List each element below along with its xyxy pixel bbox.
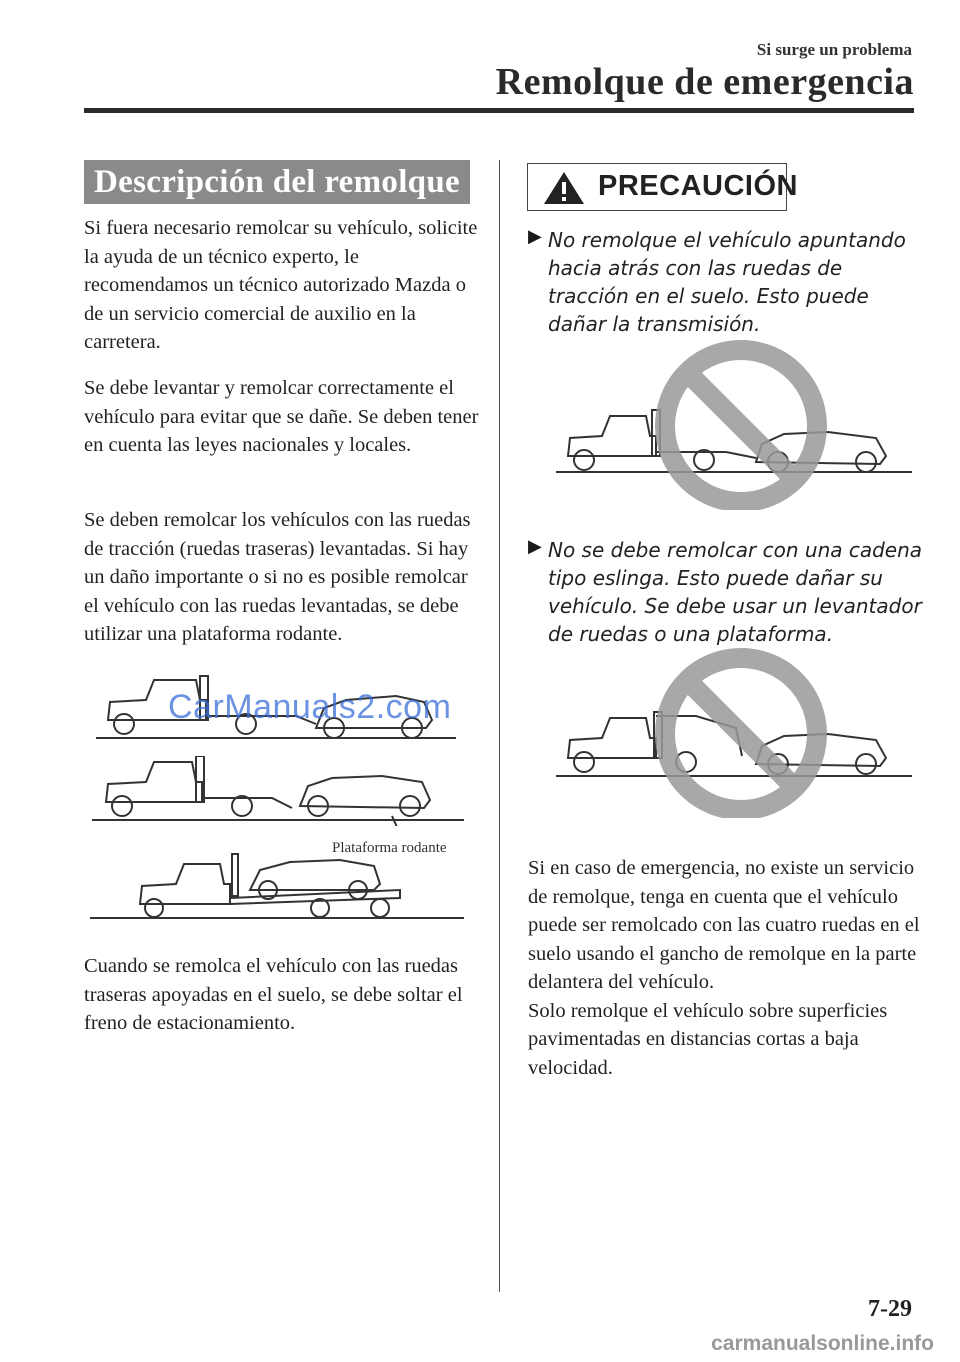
- arrow-icon: ▶: [528, 536, 542, 556]
- paragraph-1: Si fuera necesario remolcar su vehículo, solicite la ayuda de un técnico experto, le recomendamos un técnico autorizado Mazda o de un servicio comercial de auxilio en la carretera.: [84, 217, 478, 353]
- prohibited-illustration-reverse-tow: [556, 338, 912, 510]
- caution-bullet-1: [528, 226, 928, 338]
- arrow-icon: ▶: [528, 226, 542, 246]
- towing-illustration-flatbed: [90, 852, 464, 922]
- header-rule: [84, 108, 914, 113]
- platform-label: Plataforma rodante: [332, 840, 447, 856]
- chapter-title: Si surge un problema: [756, 40, 912, 59]
- column-divider: [499, 160, 500, 1292]
- warning-triangle-icon: [542, 170, 586, 206]
- subsection-title: Descripción del remolque: [84, 160, 470, 204]
- paragraph-2: Se debe levantar y remolcar correctamente el vehículo para evitar que se dañe. Se deben tener en cuenta las leyes nacionales y locales.: [84, 377, 479, 456]
- paragraph-4: Cuando se remolca el vehículo con las ruedas traseras apoyadas en el suelo, se debe soltar el freno de estacionamiento.: [84, 955, 463, 1034]
- paragraph-5: Si en caso de emergencia, no existe un servicio de remolque, tenga en cuenta que el vehículo puede ser remolcado con las cuatro ruedas en el suelo usando el gancho de remolque en la parte delantera del vehículo. Solo remolque el vehículo sobre superficies pavimentadas en distancias cortas a baja velocidad.: [528, 857, 920, 1079]
- caution-bullet-2-text: No se debe remolcar con una cadena tipo eslinga. Esto puede dañar su vehículo. Se debe usar un levantador de ruedas o una plataforma.: [548, 538, 923, 646]
- caution-label: PRECAUCIÓN: [598, 170, 798, 202]
- watermark-carmanuals2: CarManuals2.com: [168, 688, 452, 726]
- prohibited-illustration-sling-tow: [556, 646, 912, 818]
- watermark-carmanualsonline: carmanualsonline.info: [711, 1332, 934, 1355]
- towing-illustration-dolly: [92, 756, 464, 826]
- page-number: 7-29: [868, 1296, 912, 1322]
- caution-box: [527, 163, 798, 211]
- section-title: Remolque de emergencia: [495, 61, 914, 103]
- caution-bullet-2: [528, 536, 928, 648]
- paragraph-3: Se deben remolcar los vehículos con las ruedas de tracción (ruedas traseras) levantadas. Si hay un daño importante o si no es posible remolcar el vehículo con las ruedas levantadas, se debe utilizar una plataforma rodante.: [84, 509, 471, 645]
- caution-bullet-1-text: No remolque el vehículo apuntando hacia atrás con las ruedas de tracción en el suelo. Esto puede dañar la transmisión.: [548, 228, 906, 336]
